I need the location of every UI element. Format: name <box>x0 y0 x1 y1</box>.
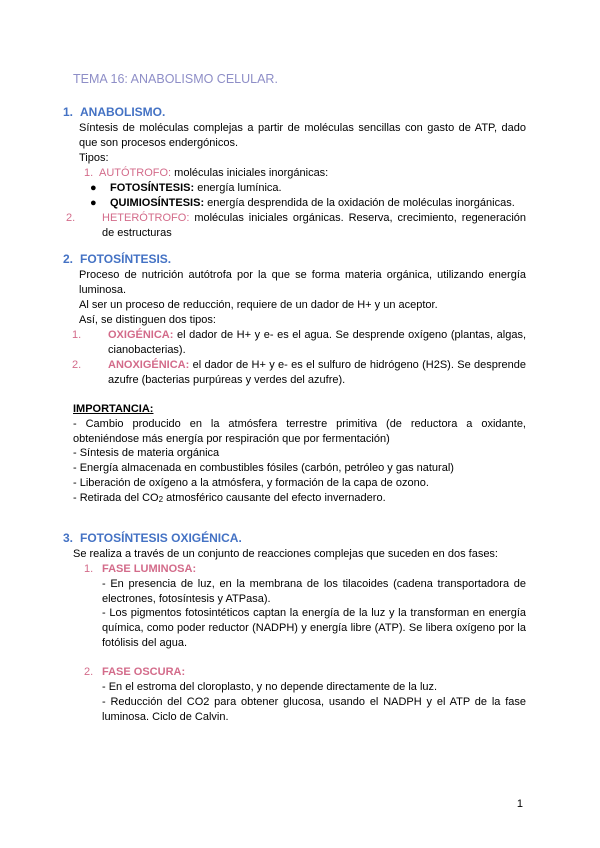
list-item: 1. OXIGÉNICA: el dador de H+ y e- es el agua. Se desprende oxígeno (plantas, algas, cianobacterias). <box>72 329 526 356</box>
list-item: 2. ANOXIGÉNICA: el dador de H+ y e- es el sulfuro de hidrógeno (H2S). Se desprende azufre (bacterias purpúreas y verdes del azufre). <box>72 359 526 386</box>
page-title: TEMA 16: ANABOLISMO CELULAR. <box>73 72 278 86</box>
section-1-heading <box>63 105 165 119</box>
section-number: 2. <box>63 252 74 266</box>
list-item: - Energía almacenada en combustibles fósiles (carbón, petróleo y gas natural) <box>73 462 454 474</box>
section-3-intro: Se realiza a través de un conjunto de reacciones complejas que suceden en dos fases: <box>73 548 498 560</box>
bullet-item: ● FOTOSÍNTESIS: energía lumínica. <box>90 182 282 194</box>
phase-heading: 2. FASE OSCURA: <box>84 666 186 678</box>
bullet-icon: ● <box>90 197 97 209</box>
section-number: 3. <box>63 531 74 545</box>
section-title: FOTOSÍNTESIS. <box>80 252 172 266</box>
section-title: FOTOSÍNTESIS OXIGÉNICA. <box>80 531 242 545</box>
list-item: 1. AUTÓTROFO: moléculas iniciales inorgánicas: <box>84 167 329 179</box>
tipos-label: Tipos: <box>79 152 109 164</box>
importancia-heading: IMPORTANCIA: <box>73 403 154 415</box>
page-number: 1 <box>516 798 523 810</box>
bullet-icon: ● <box>90 182 97 194</box>
list-item: - Síntesis de materia orgánica <box>73 447 220 459</box>
list-item: - Liberación de oxígeno a la atmósfera, y formación de la capa de ozono. <box>73 477 429 489</box>
paragraph: Al ser un proceso de reducción, requiere de un dador de H+ y un aceptor. <box>79 299 438 311</box>
section-1-intro: Síntesis de moléculas complejas a partir de moléculas sencillas con gasto de ATP, dado que son procesos endergónicos. <box>79 122 526 149</box>
section-3-heading <box>63 531 242 545</box>
section-2-heading <box>63 252 171 266</box>
section-title: ANABOLISMO. <box>80 105 166 119</box>
bullet-item: ● QUIMIOSÍNTESIS: energía desprendida de la oxidación de moléculas inorgánicas. <box>90 197 515 209</box>
phase-heading: 1. FASE LUMINOSA: <box>84 563 197 575</box>
phase-line: - En presencia de luz, en la membrana de los tilacoides (cadena transportadora de electrones, fotosíntesis y ATPasa). <box>102 578 526 605</box>
phase-line: - Los pigmentos fotosintéticos captan la energía de la luz y la transforman en energía química, como poder reductor (NADPH) y energía libre (ATP). Se libera oxígeno por la fotólisis del agua. <box>102 607 526 649</box>
list-item: - Retirada del CO2 atmosférico causante del efecto invernadero. <box>73 492 386 504</box>
paragraph: Así, se distinguen dos tipos: <box>79 314 216 326</box>
list-item: - Cambio producido en la atmósfera terrestre primitiva (de reductora a oxidante, obteniéndose más energía por respiración que por fermentación) <box>73 418 526 445</box>
paragraph: Proceso de nutrición autótrofa por la que se forma materia orgánica, utilizando energía luminosa. <box>79 269 526 296</box>
phase-line: - Reducción del CO2 para obtener glucosa, usando el NADPH y el ATP de la fase luminosa. Ciclo de Calvin. <box>102 696 526 723</box>
phase-line: - En el estroma del cloroplasto, y no depende directamente de la luz. <box>102 681 438 693</box>
list-item: 2. HETERÓTROFO: moléculas iniciales orgánicas. Reserva, crecimiento, regeneración de estructuras <box>66 212 526 239</box>
section-number: 1. <box>63 105 74 119</box>
